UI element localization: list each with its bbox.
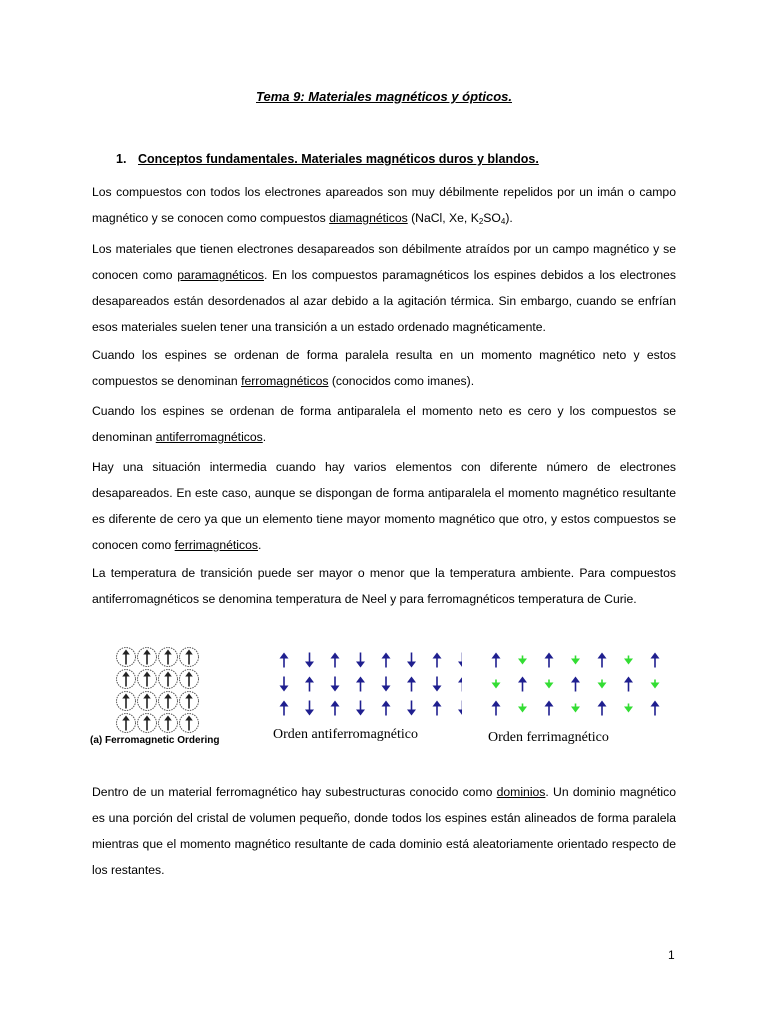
p3-text: Cuando los espines se ordenan de forma paralela resulta en un momento magnético neto y estos compuestos se denominan: [92, 348, 676, 388]
section-number: 1.: [116, 152, 127, 166]
p7-text-after: . Un dominio magnético es una porción del cristal de volumen pequeño, donde todos los espines están alineados de forma paralela mientras que el momento magnético resultante de cada dominio está aleatoriamente orientado respecto de los restantes.: [92, 785, 676, 877]
term-paramagneticos: paramagnéticos: [177, 268, 264, 282]
p3-text-after: (conocidos como imanes).: [328, 374, 475, 388]
section-heading: [116, 152, 539, 166]
spin-arrow-up: [185, 650, 193, 665]
spin-arrow-up: [143, 672, 151, 687]
paragraph-diamagnetic: [92, 179, 676, 231]
spin-arrow-up: [518, 677, 527, 692]
spin-arrow-up: [122, 694, 130, 709]
spin-arrow-up: [545, 701, 554, 716]
ferromagnetic-caption: (a) Ferromagnetic Ordering: [90, 735, 220, 746]
spin-arrow-up: [458, 677, 462, 692]
paragraph-antiferromagnetic: [92, 398, 676, 450]
page-number: 1: [668, 948, 675, 962]
p7-text: Dentro de un material ferromagnético hay subestructuras conocido como: [92, 785, 497, 799]
spin-arrow-down: [356, 701, 365, 716]
spin-arrow-up: [143, 716, 151, 731]
spin-arrow-down: [458, 653, 462, 668]
term-diamagneticos: diamagnéticos: [329, 211, 408, 225]
p1-formula-b: SO: [483, 211, 501, 225]
page-title: Tema 9: Materiales magnéticos y ópticos.: [256, 89, 512, 104]
p4-text-after: .: [262, 430, 267, 444]
spin-arrow-down-small: [518, 704, 527, 713]
paragraph-ferrimagnetic: [92, 454, 676, 558]
spin-arrow-up: [305, 677, 314, 692]
paragraph-ferromagnetic: [92, 342, 676, 394]
spin-arrow-up: [280, 701, 289, 716]
paragraph-paramagnetic: [92, 236, 676, 340]
spin-arrow-up: [598, 701, 607, 716]
spin-arrow-up: [382, 701, 391, 716]
term-dominios: dominios: [496, 785, 546, 799]
spin-arrow-up: [143, 694, 151, 709]
p5-text-after: .: [257, 538, 262, 552]
spin-arrow-up: [624, 677, 633, 692]
spin-arrow-up: [280, 653, 289, 668]
spin-arrow-down: [382, 677, 391, 692]
antiferromagnetic-order-figure: [272, 646, 462, 721]
spin-arrow-down-small: [571, 656, 580, 665]
spin-arrow-up: [433, 701, 442, 716]
spin-arrow-up: [571, 677, 580, 692]
spin-arrow-up: [651, 653, 660, 668]
spin-arrow-up: [356, 677, 365, 692]
spin-arrow-up: [433, 653, 442, 668]
section-title: Conceptos fundamentales. Materiales magnéticos duros y blandos.: [138, 152, 539, 166]
spin-arrow-down-small: [545, 680, 554, 689]
spin-arrow-down: [331, 677, 340, 692]
spin-arrow-down: [433, 677, 442, 692]
ferromagnetic-ordering-figure: [90, 643, 210, 735]
p2-text-after: . En los compuestos paramagnéticos los espines debidos a los electrones desapareados están desordenados al azar debido a la agitación térmica. Sin embargo, cuando se enfrían esos materiales suelen tener una transición a un estado ordenado magnéticamente.: [92, 268, 677, 334]
spin-arrow-down: [407, 701, 416, 716]
term-ferrimagneticos: ferrimagnéticos: [174, 538, 258, 552]
ferrimagnetic-order-figure: [484, 646, 674, 721]
spin-arrow-up: [185, 672, 193, 687]
spin-arrow-down: [356, 653, 365, 668]
spin-arrow-down: [458, 701, 462, 716]
p5-text: Hay una situación intermedia cuando hay varios elementos con diferente número de electrones desapareados. En este caso, aunque se dispongan de forma antiparalela el momento magnético resultante es diferente de cero ya que un elemento tiene mayor momento magnético que otro, y estos compuestos se conocen como: [92, 460, 676, 552]
p1-subscript-1: 2: [478, 217, 484, 226]
term-antiferromagneticos: antiferromagnéticos: [155, 430, 263, 444]
spin-arrow-up: [122, 716, 130, 731]
spin-arrow-up: [164, 672, 172, 687]
spin-arrow-up: [164, 716, 172, 731]
ferrimagnetic-caption: Orden ferrimagnético: [488, 730, 609, 745]
spin-arrow-down: [305, 653, 314, 668]
spin-arrow-up: [492, 701, 501, 716]
spin-arrow-down-small: [624, 656, 633, 665]
p2-text: Los materiales que tienen electrones desapareados son débilmente atraídos por un campo magnético y se conocen como: [92, 242, 676, 282]
spin-arrow-down-small: [518, 656, 527, 665]
spin-arrow-up: [407, 677, 416, 692]
paragraph-transition-temperature: [92, 560, 676, 612]
spin-arrow-down-small: [651, 680, 660, 689]
spin-arrow-up: [331, 701, 340, 716]
spin-arrow-down: [407, 653, 416, 668]
p1-formula-a: (NaCl, Xe, K: [407, 211, 479, 225]
p1-text: Los compuestos con todos los electrones apareados son muy débilmente repelidos por un imán o campo magnético y se conocen como compuestos: [92, 185, 676, 225]
paragraph-domains: [92, 779, 676, 883]
p6-text: La temperatura de transición puede ser mayor o menor que la temperatura ambiente. Para compuestos antiferromagnéticos se denomina temperatura de Neel y para ferromagnéticos temperatura de Curie.: [92, 566, 676, 606]
p1-formula-c: ).: [505, 211, 513, 225]
term-ferromagneticos: ferromagnéticos: [241, 374, 329, 388]
spin-arrow-up: [382, 653, 391, 668]
antiferromagnetic-caption: Orden antiferromagnético: [273, 727, 418, 742]
spin-arrow-down-small: [624, 704, 633, 713]
spin-arrow-up: [651, 701, 660, 716]
p4-text: Cuando los espines se ordenan de forma antiparalela el momento neto es cero y los compuestos se denominan: [92, 404, 676, 444]
spin-arrow-up: [545, 653, 554, 668]
spin-arrow-up: [164, 650, 172, 665]
spin-arrow-down: [305, 701, 314, 716]
spin-arrow-down-small: [598, 680, 607, 689]
spin-arrow-up: [164, 694, 172, 709]
spin-arrow-up: [122, 650, 130, 665]
spin-arrow-up: [185, 694, 193, 709]
spin-arrow-up: [492, 653, 501, 668]
spin-arrow-up: [143, 650, 151, 665]
p1-subscript-2: 4: [500, 217, 506, 226]
spin-arrow-down: [280, 677, 289, 692]
spin-arrow-down-small: [492, 680, 501, 689]
spin-arrow-up: [331, 653, 340, 668]
spin-arrow-up: [185, 716, 193, 731]
spin-arrow-up: [122, 672, 130, 687]
spin-arrow-up: [598, 653, 607, 668]
spin-arrow-down-small: [571, 704, 580, 713]
